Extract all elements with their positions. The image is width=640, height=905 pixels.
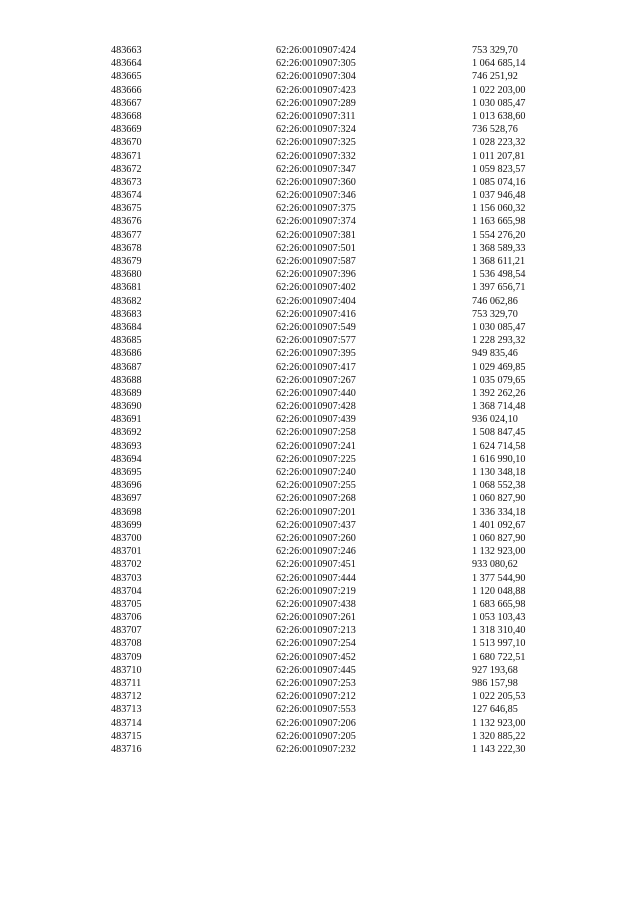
row-id-cell: 483699 [111, 519, 142, 531]
row-id-cell: 483704 [111, 585, 142, 597]
row-id-cell: 483697 [111, 493, 142, 505]
value-cell: 1 513 997,10 [472, 638, 526, 650]
value-cell: 1 368 714,48 [472, 401, 526, 413]
value-cell: 1 130 348,18 [472, 467, 526, 478]
table-row [0, 84, 640, 97]
value-cell: 986 157,98 [472, 678, 518, 689]
cadastral-number-cell: 62:26:0010907:404 [276, 295, 356, 307]
value-cell: 1 368 611,21 [472, 256, 526, 267]
table-row [0, 215, 640, 228]
cadastral-number-cell: 62:26:0010907:375 [276, 203, 356, 215]
value-cell: 736 528,76 [472, 124, 518, 136]
table-row [0, 57, 640, 70]
cadastral-number-cell: 62:26:0010907:255 [276, 480, 356, 492]
value-cell: 1 156 060,32 [472, 203, 526, 215]
table-row [0, 281, 640, 294]
cadastral-number-cell: 62:26:0010907:416 [276, 308, 356, 320]
cadastral-number-cell: 62:26:0010907:289 [276, 97, 356, 109]
row-id-cell: 483676 [111, 216, 142, 228]
cadastral-number-cell: 62:26:0010907:360 [276, 176, 356, 188]
row-id-cell: 483701 [111, 546, 142, 558]
table-row [0, 506, 640, 519]
row-id-cell: 483713 [111, 704, 142, 716]
table-row [0, 136, 640, 149]
cadastral-number-cell: 62:26:0010907:424 [276, 45, 356, 56]
table-row [0, 321, 640, 334]
table-row [0, 400, 640, 413]
row-id-cell: 483709 [111, 651, 142, 663]
row-id-cell: 483700 [111, 532, 142, 544]
table-row [0, 150, 640, 163]
row-id-cell: 483687 [111, 361, 142, 373]
cadastral-number-cell: 62:26:0010907:445 [276, 664, 356, 676]
value-cell: 1 392 262,26 [472, 387, 526, 399]
row-id-cell: 483671 [111, 150, 142, 162]
value-cell: 1 029 469,85 [472, 361, 526, 373]
value-cell: 936 024,10 [472, 414, 518, 426]
value-cell: 933 080,62 [472, 559, 518, 571]
value-cell: 1 030 085,47 [472, 97, 526, 109]
value-cell: 1 030 085,47 [472, 321, 526, 333]
table-row [0, 479, 640, 492]
table-row [0, 387, 640, 400]
table-row [0, 347, 640, 360]
table-row [0, 255, 640, 268]
value-cell: 1 059 823,57 [472, 163, 526, 175]
value-cell: 1 011 207,81 [472, 150, 526, 162]
value-cell: 1 336 334,18 [472, 506, 526, 518]
row-id-cell: 483668 [111, 110, 142, 122]
cadastral-number-cell: 62:26:0010907:423 [276, 84, 356, 96]
table-row [0, 163, 640, 176]
cadastral-number-cell: 62:26:0010907:267 [276, 374, 356, 386]
table-row [0, 295, 640, 308]
table-row [0, 532, 640, 545]
row-id-cell: 483675 [111, 203, 142, 215]
table-row [0, 717, 640, 730]
value-cell: 746 251,92 [472, 71, 518, 83]
value-cell: 1 035 079,65 [472, 374, 526, 386]
value-cell: 1 318 310,40 [472, 625, 526, 637]
value-cell: 1 616 990,10 [472, 453, 526, 465]
cadastral-number-cell: 62:26:0010907:261 [276, 612, 356, 624]
table-row [0, 690, 640, 703]
cadastral-number-cell: 62:26:0010907:213 [276, 625, 356, 637]
cadastral-number-cell: 62:26:0010907:311 [276, 110, 356, 122]
cadastral-number-cell: 62:26:0010907:219 [276, 585, 356, 597]
row-id-cell: 483714 [111, 717, 142, 729]
table-row [0, 189, 640, 202]
cadastral-number-cell: 62:26:0010907:381 [276, 229, 356, 241]
value-cell: 1 368 589,33 [472, 242, 526, 254]
value-cell: 1 397 656,71 [472, 282, 526, 294]
cadastral-number-cell: 62:26:0010907:253 [276, 678, 356, 689]
row-id-cell: 483710 [111, 664, 142, 676]
row-id-cell: 483665 [111, 71, 142, 83]
row-id-cell: 483706 [111, 612, 142, 624]
value-cell: 1 554 276,20 [472, 229, 526, 241]
row-id-cell: 483698 [111, 506, 142, 518]
table-row [0, 413, 640, 426]
table-row [0, 637, 640, 650]
table-row [0, 426, 640, 439]
value-cell: 1 068 552,38 [472, 480, 526, 492]
cadastral-number-cell: 62:26:0010907:577 [276, 335, 356, 347]
cadastral-number-cell: 62:26:0010907:346 [276, 190, 356, 202]
table-row [0, 651, 640, 664]
row-id-cell: 483691 [111, 414, 142, 426]
table-row [0, 308, 640, 321]
value-cell: 1 163 665,98 [472, 216, 526, 228]
cadastral-number-cell: 62:26:0010907:439 [276, 414, 356, 426]
cadastral-number-cell: 62:26:0010907:201 [276, 506, 356, 518]
cadastral-number-cell: 62:26:0010907:241 [276, 440, 356, 452]
value-cell: 1 377 544,90 [472, 572, 526, 584]
value-cell: 1 060 827,90 [472, 532, 526, 544]
table-row [0, 585, 640, 598]
row-id-cell: 483678 [111, 242, 142, 254]
cadastral-number-cell: 62:26:0010907:395 [276, 348, 356, 360]
table-row [0, 558, 640, 571]
cadastral-number-cell: 62:26:0010907:438 [276, 598, 356, 610]
table-row [0, 440, 640, 453]
row-id-cell: 483673 [111, 176, 142, 188]
table-row [0, 229, 640, 242]
cadastral-number-cell: 62:26:0010907:437 [276, 519, 356, 531]
cadastral-number-cell: 62:26:0010907:325 [276, 137, 356, 149]
cadastral-number-cell: 62:26:0010907:501 [276, 242, 356, 254]
table-row [0, 268, 640, 281]
table-row [0, 519, 640, 532]
table-row [0, 361, 640, 374]
table-row [0, 176, 640, 189]
cadastral-number-cell: 62:26:0010907:258 [276, 427, 356, 439]
value-cell: 1 120 048,88 [472, 585, 526, 597]
value-cell: 127 646,85 [472, 704, 518, 716]
row-id-cell: 483670 [111, 137, 142, 149]
table-row [0, 242, 640, 255]
value-cell: 1 680 722,51 [472, 651, 526, 663]
table-row [0, 492, 640, 505]
cadastral-number-cell: 62:26:0010907:402 [276, 282, 356, 294]
row-id-cell: 483694 [111, 453, 142, 465]
row-id-cell: 483681 [111, 282, 142, 294]
value-cell: 1 085 074,16 [472, 176, 526, 188]
table-row [0, 677, 640, 690]
value-cell: 1 022 203,00 [472, 84, 526, 96]
row-id-cell: 483683 [111, 308, 142, 320]
table-row [0, 334, 640, 347]
value-cell: 1 013 638,60 [472, 110, 526, 122]
table-row [0, 110, 640, 123]
value-cell: 746 062,86 [472, 295, 518, 307]
row-id-cell: 483707 [111, 625, 142, 637]
cadastral-number-cell: 62:26:0010907:246 [276, 546, 356, 558]
row-id-cell: 483663 [111, 45, 142, 56]
value-cell: 1 028 223,32 [472, 137, 526, 149]
row-id-cell: 483664 [111, 58, 142, 70]
table-row [0, 730, 640, 743]
value-cell: 949 835,46 [472, 348, 518, 360]
cadastral-number-cell: 62:26:0010907:260 [276, 532, 356, 544]
value-cell: 1 060 827,90 [472, 493, 526, 505]
row-id-cell: 483685 [111, 335, 142, 347]
row-id-cell: 483702 [111, 559, 142, 571]
value-cell: 1 053 103,43 [472, 612, 526, 624]
value-cell: 927 193,68 [472, 664, 518, 676]
cadastral-number-cell: 62:26:0010907:206 [276, 717, 356, 729]
table-row [0, 44, 640, 57]
row-id-cell: 483705 [111, 598, 142, 610]
row-id-cell: 483690 [111, 401, 142, 413]
table-row [0, 664, 640, 677]
table-row [0, 466, 640, 479]
cadastral-number-cell: 62:26:0010907:240 [276, 467, 356, 478]
table-row [0, 97, 640, 110]
row-id-cell: 483715 [111, 730, 142, 742]
cadastral-number-cell: 62:26:0010907:417 [276, 361, 356, 373]
table-row [0, 453, 640, 466]
value-cell: 1 132 923,00 [472, 717, 526, 729]
cadastral-number-cell: 62:26:0010907:440 [276, 387, 356, 399]
cadastral-number-cell: 62:26:0010907:428 [276, 401, 356, 413]
row-id-cell: 483703 [111, 572, 142, 584]
row-id-cell: 483684 [111, 321, 142, 333]
cadastral-number-cell: 62:26:0010907:232 [276, 743, 356, 755]
cadastral-number-cell: 62:26:0010907:452 [276, 651, 356, 663]
table-row [0, 123, 640, 136]
row-id-cell: 483686 [111, 348, 142, 360]
table-row [0, 743, 640, 756]
table-row [0, 545, 640, 558]
row-id-cell: 483693 [111, 440, 142, 452]
value-cell: 1 320 885,22 [472, 730, 526, 742]
cadastral-number-cell: 62:26:0010907:451 [276, 559, 356, 571]
cadastral-number-cell: 62:26:0010907:587 [276, 256, 356, 267]
cadastral-number-cell: 62:26:0010907:254 [276, 638, 356, 650]
value-cell: 1 022 205,53 [472, 691, 526, 703]
row-id-cell: 483669 [111, 124, 142, 136]
row-id-cell: 483708 [111, 638, 142, 650]
table-row [0, 624, 640, 637]
table-row [0, 374, 640, 387]
table-row [0, 572, 640, 585]
row-id-cell: 483711 [111, 678, 142, 689]
cadastral-number-cell: 62:26:0010907:212 [276, 691, 356, 703]
table-row [0, 70, 640, 83]
value-cell: 1 064 685,14 [472, 58, 526, 70]
value-cell: 1 132 923,00 [472, 546, 526, 558]
data-table [0, 44, 640, 756]
cadastral-number-cell: 62:26:0010907:332 [276, 150, 356, 162]
row-id-cell: 483679 [111, 256, 142, 267]
table-row [0, 202, 640, 215]
row-id-cell: 483689 [111, 387, 142, 399]
value-cell: 1 508 847,45 [472, 427, 526, 439]
table-row [0, 703, 640, 716]
row-id-cell: 483667 [111, 97, 142, 109]
cadastral-number-cell: 62:26:0010907:396 [276, 269, 356, 281]
value-cell: 1 624 714,58 [472, 440, 526, 452]
cadastral-number-cell: 62:26:0010907:553 [276, 704, 356, 716]
row-id-cell: 483688 [111, 374, 142, 386]
table-row [0, 598, 640, 611]
cadastral-number-cell: 62:26:0010907:305 [276, 58, 356, 70]
value-cell: 1 228 293,32 [472, 335, 526, 347]
row-id-cell: 483666 [111, 84, 142, 96]
row-id-cell: 483672 [111, 163, 142, 175]
value-cell: 1 401 092,67 [472, 519, 526, 531]
value-cell: 1 536 498,54 [472, 269, 526, 281]
cadastral-number-cell: 62:26:0010907:347 [276, 163, 356, 175]
cadastral-number-cell: 62:26:0010907:205 [276, 730, 356, 742]
row-id-cell: 483695 [111, 467, 142, 478]
row-id-cell: 483677 [111, 229, 142, 241]
table-row [0, 611, 640, 624]
cadastral-number-cell: 62:26:0010907:374 [276, 216, 356, 228]
cadastral-number-cell: 62:26:0010907:444 [276, 572, 356, 584]
row-id-cell: 483712 [111, 691, 142, 703]
value-cell: 753 329,70 [472, 45, 518, 56]
value-cell: 1 143 222,30 [472, 743, 526, 755]
value-cell: 1 683 665,98 [472, 598, 526, 610]
cadastral-number-cell: 62:26:0010907:304 [276, 71, 356, 83]
cadastral-number-cell: 62:26:0010907:324 [276, 124, 356, 136]
row-id-cell: 483682 [111, 295, 142, 307]
row-id-cell: 483696 [111, 480, 142, 492]
row-id-cell: 483680 [111, 269, 142, 281]
row-id-cell: 483716 [111, 743, 142, 755]
value-cell: 753 329,70 [472, 308, 518, 320]
cadastral-number-cell: 62:26:0010907:268 [276, 493, 356, 505]
row-id-cell: 483674 [111, 190, 142, 202]
value-cell: 1 037 946,48 [472, 190, 526, 202]
cadastral-number-cell: 62:26:0010907:225 [276, 453, 356, 465]
cadastral-number-cell: 62:26:0010907:549 [276, 321, 356, 333]
row-id-cell: 483692 [111, 427, 142, 439]
